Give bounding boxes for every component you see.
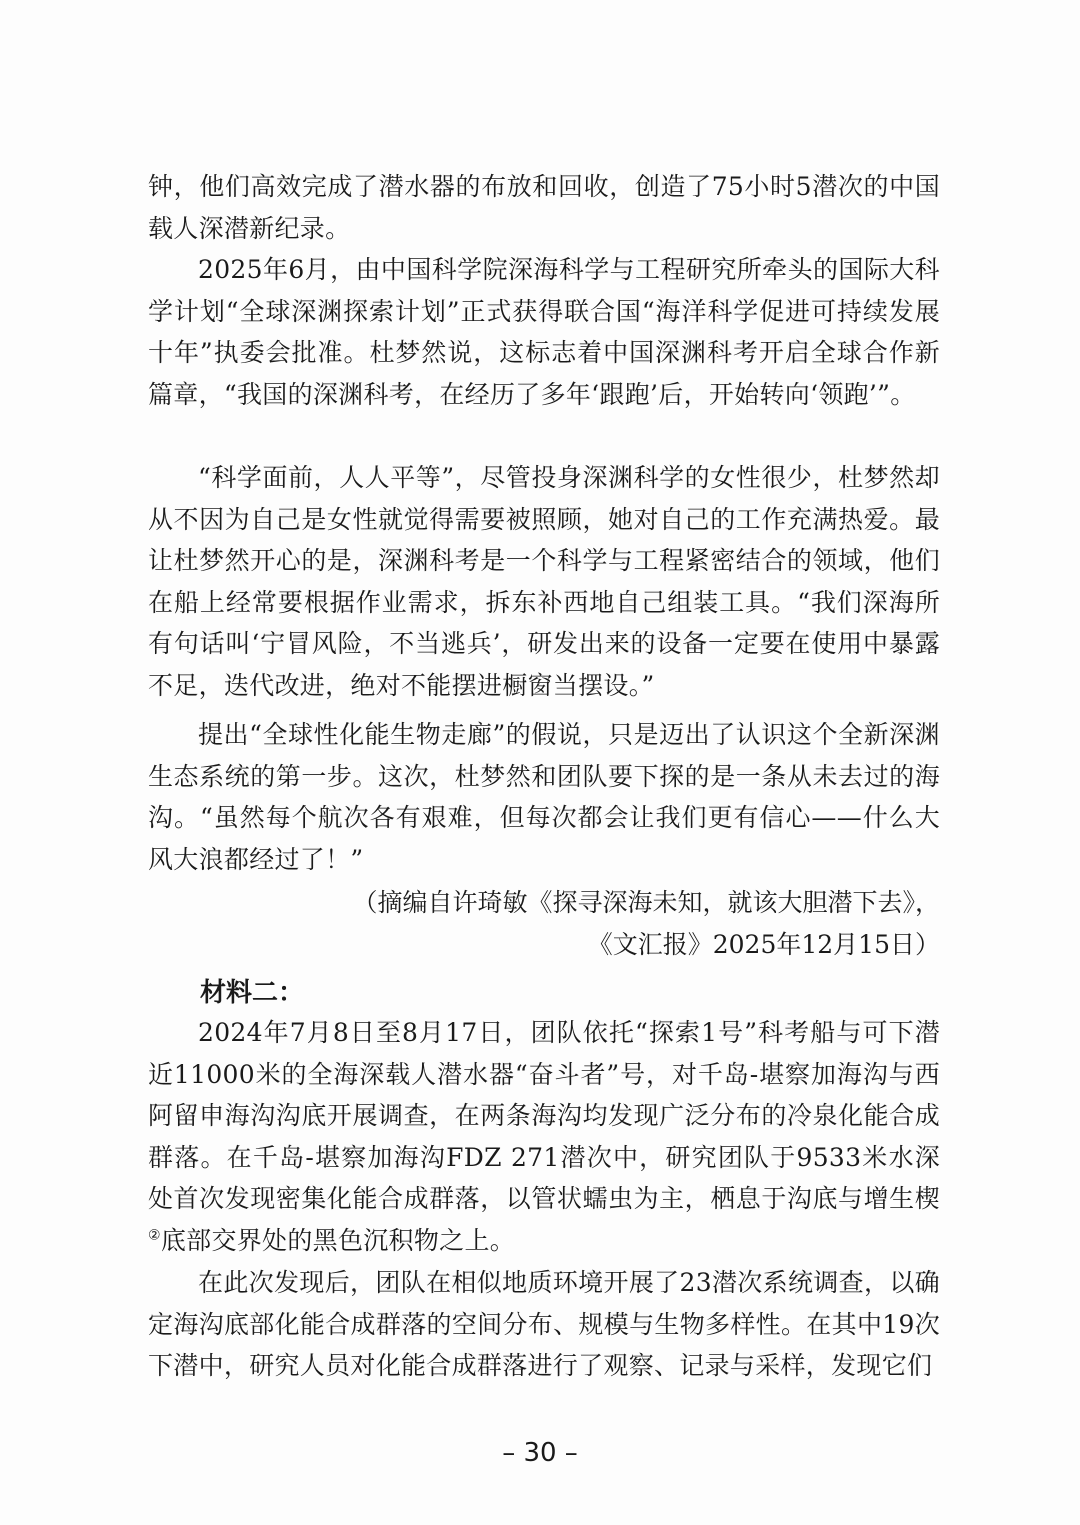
body-paragraph: 提出“全球性化能生物走廊”的假说，只是迈出了认识这个全新深渊生态系统的第一步。这次，杜梦然和团队要下探的是一条从未去过的海沟。“虽然每个航次各有艰难，但每次都会让我们更有信心——什么大风大浪都经过了！”: [148, 720, 940, 874]
body-paragraph: 2025年6月，由中国科学院深海科学与工程研究所牵头的国际大科学计划“全球深渊探索计划”正式获得联合国“海洋科学促进可持续发展十年”执委会批准。杜梦然说，这标志着中国深渊科考开启全球合作新篇章，“我国的深渊科考，在经历了多年‘跟跑’后，开始转向‘领跑’”。: [148, 255, 940, 409]
section-heading: 材料二：: [200, 978, 305, 1008]
paragraph-text: 2024年7月8日至8月17日，团队依托“探索1号”科考船与可下潜近11000米的全海深载人潜水器“奋斗者”号，对千岛-堪察加海沟与西阿留申海沟沟底开展调查，在两条海沟均发现广泛分布的冷泉化能合成群落。在千岛-堪察加海沟FDZ 271潜次中，研究团队于9533米水深处首次发现密集化能合成群落，以管状蠕虫为主，栖息于沟底与增生楔: [148, 1018, 940, 1213]
body-paragraph: “科学面前，人人平等”，尽管投身深渊科学的女性很少，杜梦然却从不因为自己是女性就觉得需要被照顾，她对自己的工作充满热爱。最让杜梦然开心的是，深渊科考是一个科学与工程紧密结合的领域，他们在船上经常要根据作业需求，拆东补西地自己组装工具。“我们深海所有句话叫‘宁冒风险，不当逃兵’，研发出来的设备一定要在使用中暴露不足，迭代改进，绝对不能摆进橱窗当摆设。”: [148, 463, 940, 700]
body-paragraph-continued: 钟，他们高效完成了潜水器的布放和回收，创造了75小时5潜次的中国载人深潜新纪录。: [148, 172, 940, 243]
page-number: – 30 –: [502, 1438, 578, 1468]
footnote-marker: ②: [148, 1227, 161, 1244]
citation-line: （摘编自许琦敏《探寻深海未知，就该大胆潜下去》，: [352, 888, 940, 917]
body-paragraph: 在此次发现后，团队在相似地质环境开展了23潜次系统调查，以确定海沟底部化能合成群落的空间分布、规模与生物多样性。在其中19次下潜中，研究人员对化能合成群落进行了观察、记录与采样，发现它们: [148, 1268, 940, 1380]
paragraph-text: 底部交界处的黑色沉积物之上。: [160, 1225, 516, 1255]
body-paragraph: [148, 1012, 940, 1261]
citation-line: 《文汇报》2025年12月15日）: [587, 930, 940, 959]
